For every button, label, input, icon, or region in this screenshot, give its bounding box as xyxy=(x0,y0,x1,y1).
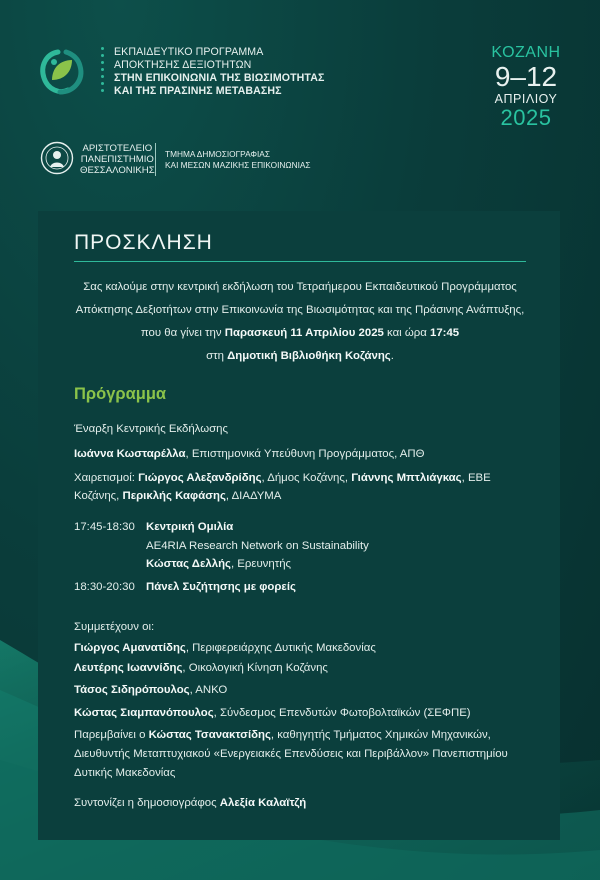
intro-line-3: που θα γίνει την Παρασκευή 11 Απριλίου 2025 και ώρα 17:45 xyxy=(140,327,460,339)
header-divider xyxy=(155,143,156,176)
slot1-time: 17:45-18:30 xyxy=(74,521,135,533)
slot1-title: Κεντρική Ομιλία xyxy=(146,521,234,533)
event-date-box xyxy=(489,44,563,130)
participant-2: Λευτέρης Ιωαννίδης, Οικολογική Κίνηση Κοζάνης xyxy=(74,662,328,674)
title-rule xyxy=(74,261,526,262)
university-name: ΑΡΙΣΤΟΤΕΛΕΙΟ ΠΑΝΕΠΙΣΤΗΜΙΟ ΘΕΣΣΑΛΟΝΙΚΗΣ xyxy=(80,143,155,176)
intervention-line-3: Δυτικής Μακεδονίας xyxy=(74,767,176,779)
greetings-line-1: Χαιρετισμοί: Γιώργος Αλεξανδρίδης, Δήμος Κοζάνης, Γιάννης Μπτλιάγκας, ΕΒΕ xyxy=(74,472,491,484)
program-logo-icon xyxy=(38,46,86,98)
event-year: 2025 xyxy=(500,105,552,130)
participants-label: Συμμετέχουν οι: xyxy=(74,621,155,633)
participant-1: Γιώργος Αμανατίδης, Περιφερειάρχης Δυτικής Μακεδονίας xyxy=(74,642,376,654)
opening-line: Έναρξη Κεντρικής Εκδήλωσης xyxy=(74,423,228,435)
intro-line-1: Σας καλούμε στην κεντρική εκδήλωση του Τετραήμερου Εκπαιδευτικού Προγράμματος xyxy=(83,281,517,293)
greetings-line-2: Κοζάνης, Περικλής Καφάσης, ΔΙΑΔΥΜΑ xyxy=(74,490,282,502)
divider-dots xyxy=(101,47,105,99)
slot2-title: Πάνελ Συζήτησης με φορείς xyxy=(146,581,296,593)
program-title: ΕΚΠΑΙΔΕΥΤΙΚΟ ΠΡΟΓΡΑΜΜΑ ΑΠΟΚΤΗΣΗΣ ΔΕΞΙΟΤΗΤΩΝ ΣΤΗΝ ΕΠΙΚΟΙΝΩΝΙΑ ΤΗΣ ΒΙΩΣΙΜΟΤΗΤΑΣ ΚΑΙ ΤΗΣ ΠΡΑΣΙΝΗΣ ΜΕΤΑΒΑΣΗΣ xyxy=(114,46,325,97)
department-name: ΤΜΗΜΑ ΔΗΜΟΣΙΟΓΡΑΦΙΑΣ ΚΑΙ ΜΕΣΩΝ ΜΑΖΙΚΗΣ ΕΠΙΚΟΙΝΩΝΙΑΣ xyxy=(165,149,311,170)
intervention-line-2: Διευθυντής Μεταπτυχιακού «Ενεργειακές Επενδύσεις και Περιβάλλον» Πανεπιστημίου xyxy=(74,748,508,760)
host-line: Ιωάννα Κωσταρέλλα, Επιστημονικά Υπεύθυνη Προγράμματος, ΑΠΘ xyxy=(74,448,425,460)
intervention-line-1: Παρεμβαίνει ο Κώστας Τσανακτσίδης, καθηγητής Τμήματος Χημικών Μηχανικών, xyxy=(74,729,491,741)
event-days: 9–12 xyxy=(494,61,558,92)
invitation-title: ΠΡΟΣΚΛΗΣΗ xyxy=(74,231,213,254)
slot1-speaker: Κώστας Δελλής, Ερευνητής xyxy=(146,558,292,570)
moderator-line: Συντονίζει η δημοσιογράφος Αλεξία Καλαϊτζή xyxy=(74,797,307,809)
slot2-time: 18:30-20:30 xyxy=(74,581,135,593)
university-seal-icon xyxy=(40,141,74,175)
intro-line-4: στη Δημοτική Βιβλιοθήκη Κοζάνης. xyxy=(206,350,394,362)
participant-4: Κώστας Σιαμπανόπουλος, Σύνδεσμος Επενδυτών Φωτοβολταϊκών (ΣΕΦΠΕ) xyxy=(74,707,471,719)
event-city: ΚΟΖΑΝΗ xyxy=(491,44,561,61)
participant-3: Τάσος Σιδηρόπουλος, ΑΝΚΟ xyxy=(74,684,228,696)
intro-line-2: Απόκτησης Δεξιοτήτων στην Επικοινωνία της Βιωσιμότητας και της Πράσινης Ανάπτυξης, xyxy=(75,304,525,316)
programme-heading: Πρόγραμμα xyxy=(74,385,167,403)
invitation-panel xyxy=(38,211,560,840)
slot1-subtitle: AE4RIA Research Network on Sustainability xyxy=(146,540,369,552)
event-month: ΑΠΡΙΛΙΟΥ xyxy=(494,92,558,106)
